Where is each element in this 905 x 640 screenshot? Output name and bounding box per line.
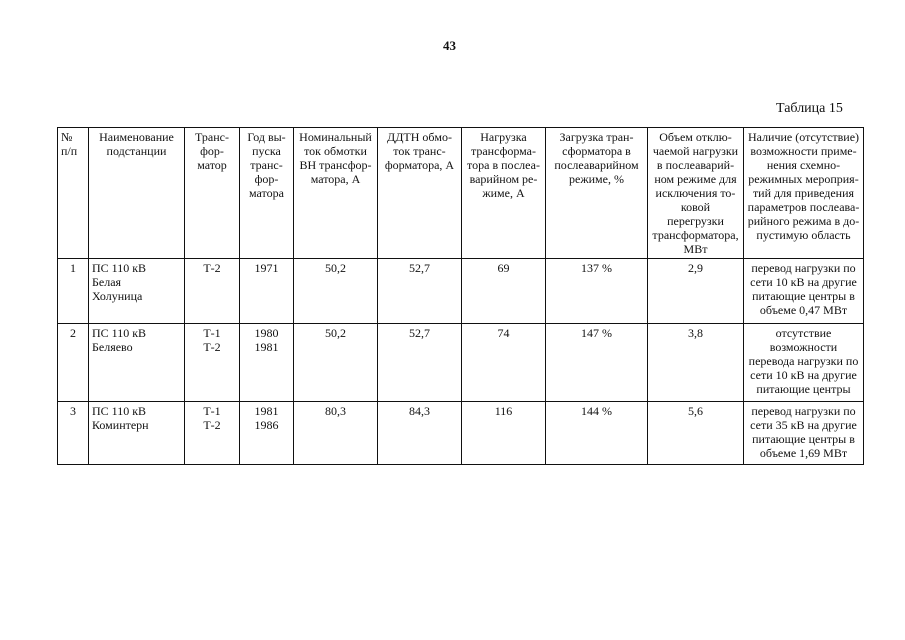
header-ddtn: ДДТН обмо-ток транс-форматора, А <box>378 128 462 259</box>
cell-disconnect-volume: 2,9 <box>648 259 744 324</box>
cell-disconnect-volume: 5,6 <box>648 402 744 465</box>
header-nominal-current: Номинальный ток обмотки ВН трансфор-матора, А <box>294 128 378 259</box>
cell-transformer: Т-1 Т-2 <box>185 402 240 465</box>
table-row <box>58 259 864 324</box>
cell-ddtn: 52,7 <box>378 259 462 324</box>
cell-substation-name: ПС 110 кВ Белая Холуница <box>89 259 185 324</box>
cell-substation-name: ПС 110 кВ Беляево <box>89 324 185 402</box>
cell-disconnect-volume: 3,8 <box>648 324 744 402</box>
cell-year: 1971 <box>240 259 294 324</box>
table-row <box>58 324 864 402</box>
substation-table <box>57 127 864 465</box>
cell-load-percent: 137 % <box>546 259 648 324</box>
table-caption: Таблица 15 <box>776 101 843 116</box>
cell-substation-name: ПС 110 кВ Коминтерн <box>89 402 185 465</box>
header-load-current: Нагрузка трансформа-тора в послеа-варийном ре-жиме, А <box>462 128 546 259</box>
cell-ddtn: 52,7 <box>378 324 462 402</box>
table-row <box>58 402 864 465</box>
cell-num: 3 <box>58 402 89 465</box>
cell-num: 2 <box>58 324 89 402</box>
cell-transformer: Т-2 <box>185 259 240 324</box>
cell-nominal-current: 50,2 <box>294 324 378 402</box>
header-substation-name: Наименование подстанции <box>89 128 185 259</box>
header-measures: Наличие (отсутствие) возможности приме-нения схемно-режимных мероприя-тий для приведения параметров послеава-рийного режима в до-пустимую область <box>744 128 864 259</box>
cell-nominal-current: 80,3 <box>294 402 378 465</box>
cell-load-current: 69 <box>462 259 546 324</box>
cell-nominal-current: 50,2 <box>294 259 378 324</box>
cell-ddtn: 84,3 <box>378 402 462 465</box>
header-transformer: Транс-фор-матор <box>185 128 240 259</box>
cell-measures: перевод нагрузки по сети 35 кВ на другие питающие центры в объеме 1,69 МВт <box>744 402 864 465</box>
cell-year: 1980 1981 <box>240 324 294 402</box>
header-disconnect-volume: Объем отклю-чаемой нагрузки в послеаварий-ном режиме для исключения то-ковой перегрузки трансформатора, МВт <box>648 128 744 259</box>
header-load-percent: Загрузка тран-сформатора в послеаварийном режиме, % <box>546 128 648 259</box>
page-number: 43 <box>443 38 456 53</box>
header-num: № п/п <box>58 128 89 259</box>
cell-num: 1 <box>58 259 89 324</box>
cell-year: 1981 1986 <box>240 402 294 465</box>
cell-load-percent: 144 % <box>546 402 648 465</box>
header-row <box>58 128 864 259</box>
cell-transformer: Т-1 Т-2 <box>185 324 240 402</box>
header-year: Год вы-пуска транс-фор-матора <box>240 128 294 259</box>
cell-measures: отсутствие возможности перевода нагрузки по сети 10 кВ на другие питающие центры <box>744 324 864 402</box>
cell-load-current: 116 <box>462 402 546 465</box>
cell-load-current: 74 <box>462 324 546 402</box>
cell-load-percent: 147 % <box>546 324 648 402</box>
cell-measures: перевод нагрузки по сети 10 кВ на другие питающие центры в объеме 0,47 МВт <box>744 259 864 324</box>
